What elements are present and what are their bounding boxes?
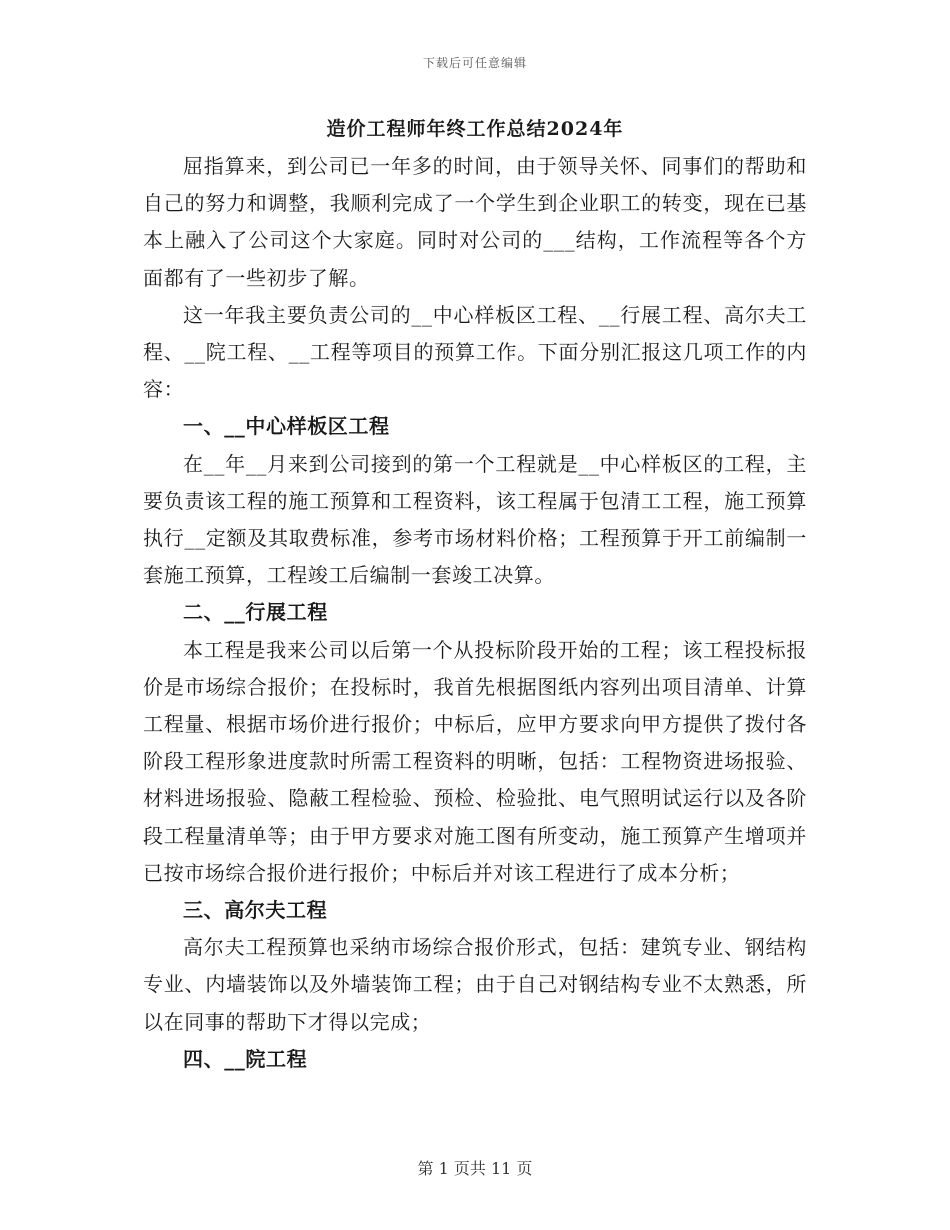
paragraph-intro: 屈指算来，到公司已一年多的时间，由于领导关怀、同事们的帮助和自己的努力和调整，我顺利完成了一个学生到企业职工的转变，现在已基本上融入了公司这个大家庭。同时对公司的___结构，工作流程等各个方面都有了一些初步了解。 xyxy=(143,154,807,290)
section-heading-3: 三、高尔夫工程 xyxy=(183,898,328,923)
section-heading-4: 四、__院工程 xyxy=(183,1046,308,1071)
document-body xyxy=(143,148,807,1078)
paragraph-overview: 这一年我主要负责公司的__中心样板区工程、__行展工程、高尔夫工程、__院工程、__工程等项目的预算工作。下面分别汇报这几项工作的内容： xyxy=(143,302,807,402)
page-header-note: 下载后可任意编辑 xyxy=(422,56,527,70)
section-heading-1: 一、__中心样板区工程 xyxy=(183,414,390,439)
page-footer-number: 第 1 页共 11 页 xyxy=(417,1159,533,1178)
paragraph-section-3: 高尔夫工程预算也采纳市场综合报价形式，包括：建筑专业、钢结构专业、内墙装饰以及外墙装饰工程；由于自己对钢结构专业不太熟悉，所以在同事的帮助下才得以完成； xyxy=(143,935,807,1034)
document-title: 造价工程师年终工作总结2024年 xyxy=(326,118,624,140)
paragraph-section-1: 在__年__月来到公司接到的第一个工程就是__中心样板区的工程，主要负责该工程的施工预算和工程资料，该工程属于包清工工程，施工预算执行__定额及其取费标准，参考市场材料价格；工程预算于开工前编制一套施工预算，工程竣工后编制一套竣工决算。 xyxy=(143,451,807,588)
paragraph-section-2: 本工程是我来公司以后第一个从投标阶段开始的工程；该工程投标报价是市场综合报价；在投标时，我首先根据图纸内容列出项目清单、计算工程量、根据市场价进行报价；中标后，应甲方要求向甲方提供了拨付各阶段工程形象进度款时所需工程资料的明晰，包括：工程物资进场报验、材料进场报验、隐蔽工程检验、预检、检验批、电气照明试运行以及各阶段工程量清单等；由于甲方要求对施工图有所变动，施工预算产生增项并已按市场综合报价进行报价；中标后并对该工程进行了成本分析； xyxy=(143,637,807,885)
section-heading-2: 二、__行展工程 xyxy=(183,600,328,625)
